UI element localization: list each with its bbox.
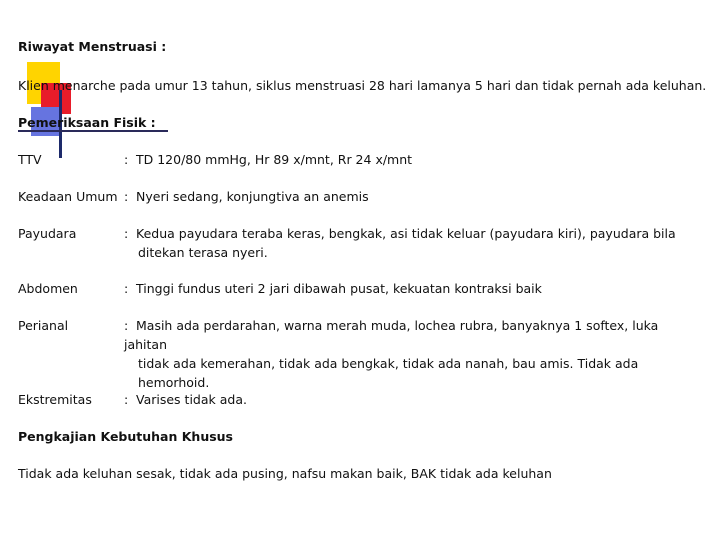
exam-colon: : [124, 226, 129, 241]
exam-line: Nyeri sedang, konjungtiva an anemis [136, 189, 369, 204]
exam-colon: : [124, 152, 129, 167]
exam-label-ekstremitas: Ekstremitas [18, 392, 92, 407]
heading-pemeriksaan-fisik: Pemeriksaan Fisik : [18, 115, 156, 130]
heading-riwayat-menstruasi: Riwayat Menstruasi : [18, 39, 167, 54]
exam-label-ttv: TTV [18, 152, 42, 167]
exam-colon: : [124, 281, 129, 296]
exam-label-payudara: Payudara [18, 226, 77, 241]
exam-line: Varises tidak ada. [136, 392, 247, 407]
exam-label-abdomen: Abdomen [18, 281, 78, 296]
exam-line-continued: hemorhoid. [138, 375, 210, 390]
riwayat-text: Klien menarche pada umur 13 tahun, siklus menstruasi 28 hari lamanya 5 hari dan tidak pernah ada keluhan. [18, 78, 707, 93]
exam-value-ekstremitas [124, 390, 704, 409]
exam-value-ttv [124, 150, 704, 169]
exam-label-perianal: Perianal [18, 318, 69, 333]
exam-label-keadaan-umum: Keadaan Umum [18, 189, 118, 204]
pengkajian-text: Tidak ada keluhan sesak, tidak ada pusing, nafsu makan baik, BAK tidak ada keluhan [18, 466, 552, 481]
exam-value-perianal [124, 316, 704, 392]
exam-colon: : [124, 318, 129, 333]
exam-value-keadaan-umum [124, 187, 704, 206]
exam-line: Masih ada perdarahan, warna merah muda, lochea rubra, banyaknya 1 softex, luka jahitan [124, 318, 659, 352]
exam-colon: : [124, 189, 129, 204]
heading-pengkajian-kebutuhan-khusus: Pengkajian Kebutuhan Khusus [18, 429, 234, 444]
exam-line: TD 120/80 mmHg, Hr 89 x/mnt, Rr 24 x/mnt [136, 152, 413, 167]
exam-colon: : [124, 392, 129, 407]
exam-line-continued: ditekan terasa nyeri. [138, 245, 268, 260]
exam-line-continued: tidak ada kemerahan, tidak ada bengkak, tidak ada nanah, bau amis. Tidak ada [138, 356, 639, 371]
exam-line: Kedua payudara teraba keras, bengkak, asi tidak keluar (payudara kiri), payudara bila [136, 226, 676, 241]
exam-value-abdomen [124, 279, 704, 298]
exam-value-payudara [124, 224, 704, 262]
exam-line: Tinggi fundus uteri 2 jari dibawah pusat, kekuatan kontraksi baik [136, 281, 542, 296]
